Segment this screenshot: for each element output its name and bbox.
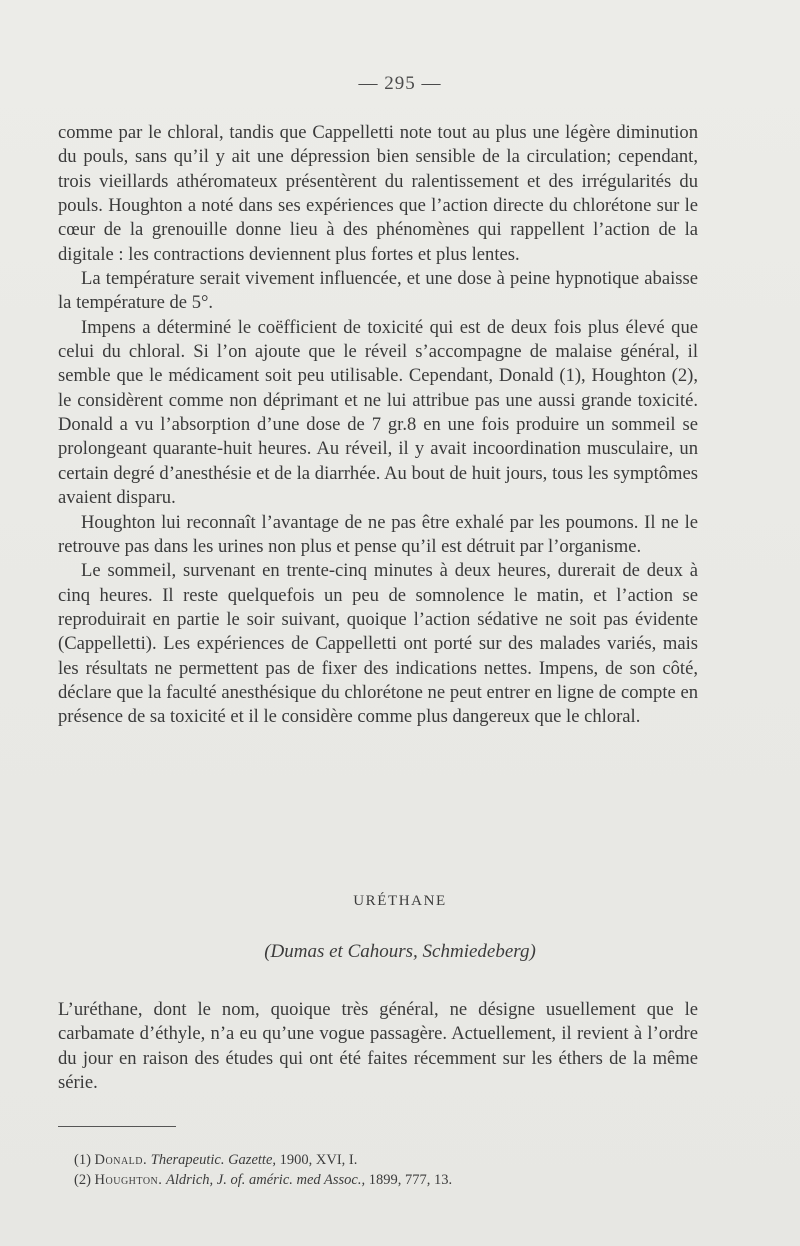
section-body-text [58,998,698,1096]
footnote-author: Donald. [94,1152,148,1168]
footnote-title: Therapeutic. Gazette, [150,1152,277,1168]
paragraph: Le sommeil, survenant en trente-cinq minutes à deux heures, durerait de deux à cinq heures. Il reste quelquefois un peu de somnolence le matin, et l’action se reproduirait en partie le soir suivant, quoique l’action sédative ne soit pas évidente (Cappelletti). Les expériences de Cappelletti ont porté sur des malades variés, mais les résultats ne permettent pas de fixer des indications nettes. Impens, de son côté, déclare que la faculté anesthésique du chlorétone ne peut entrer en ligne de compte en présence de sa toxicité et il le considère comme plus dangereux que le chloral. [58,560,698,728]
footnote [74,1150,694,1170]
footnotes [74,1150,694,1190]
footnote-reference: 1900, XVI, I. [279,1152,358,1168]
footnote [74,1170,694,1190]
footnote-title: Aldrich, J. of. améric. med Assoc., [166,1172,366,1188]
section-subtitle: (Dumas et Cahours, Schmiedeberg) [264,941,536,962]
footnote-reference: 1899, 777, 13. [368,1172,453,1188]
paragraph: Houghton lui reconnaît l’avantage de ne pas être exhalé par les poumons. Il ne le retrouve pas dans les urines non plus et pense qu’il est détruit par l’organisme. [58,511,698,557]
paragraph: La température serait vivement influencée, et une dose à peine hypnotique abaisse la température de 5°. [58,268,698,314]
page-number: — 295 — [358,73,442,94]
footnote-marker: (1) [74,1152,91,1168]
paragraph: L’uréthane, dont le nom, quoique très général, ne désigne usuellement que le carbamate d’éthyle, n’a eu qu’une vogue passagère. Actuellement, il revient à l’ordre du jour en raison des études qui ont été faites récemment sur les éthers de la même série. [58,999,698,1094]
footnote-marker: (2) [74,1172,91,1188]
paragraph: Impens a déterminé le coëfficient de toxicité qui est de deux fois plus élevé que celui du chloral. Si l’on ajoute que le réveil s’accompagne de malaise général, il semble que le médicament soit peu utilisable. Cependant, Donald (1), Houghton (2), le considèrent comme non déprimant et ne lui attribue pas une aussi grande toxicité. Donald a vu l’absorption d’une dose de 7 gr.8 en une fois produire un sommeil se prolongeant quarante-huit heures. Au réveil, il y avait incoordination musculaire, un certain degré d’anesthésie et de la diarrhée. Au bout de huit jours, tous les symptômes avaient disparu. [58,316,698,509]
section-title: URÉTHANE [353,893,447,909]
body-text [58,121,698,730]
footnote-separator [58,1126,176,1127]
footnote-author: Houghton. [94,1172,163,1188]
paragraph: comme par le chloral, tandis que Cappelletti note tout au plus une légère diminution du pouls, sans qu’il y ait une dépression bien sensible de la circulation; cependant, trois vieillards athéromateux présentèrent du ralentissement et des irrégularités du pouls. Houghton a noté dans ses expériences que l’action directe du chlorétone sur le cœur de la grenouille donne lieu à des phénomènes qui rappellent l’action de la digitale : les contractions deviennent plus fortes et plus lentes. [58,122,698,265]
